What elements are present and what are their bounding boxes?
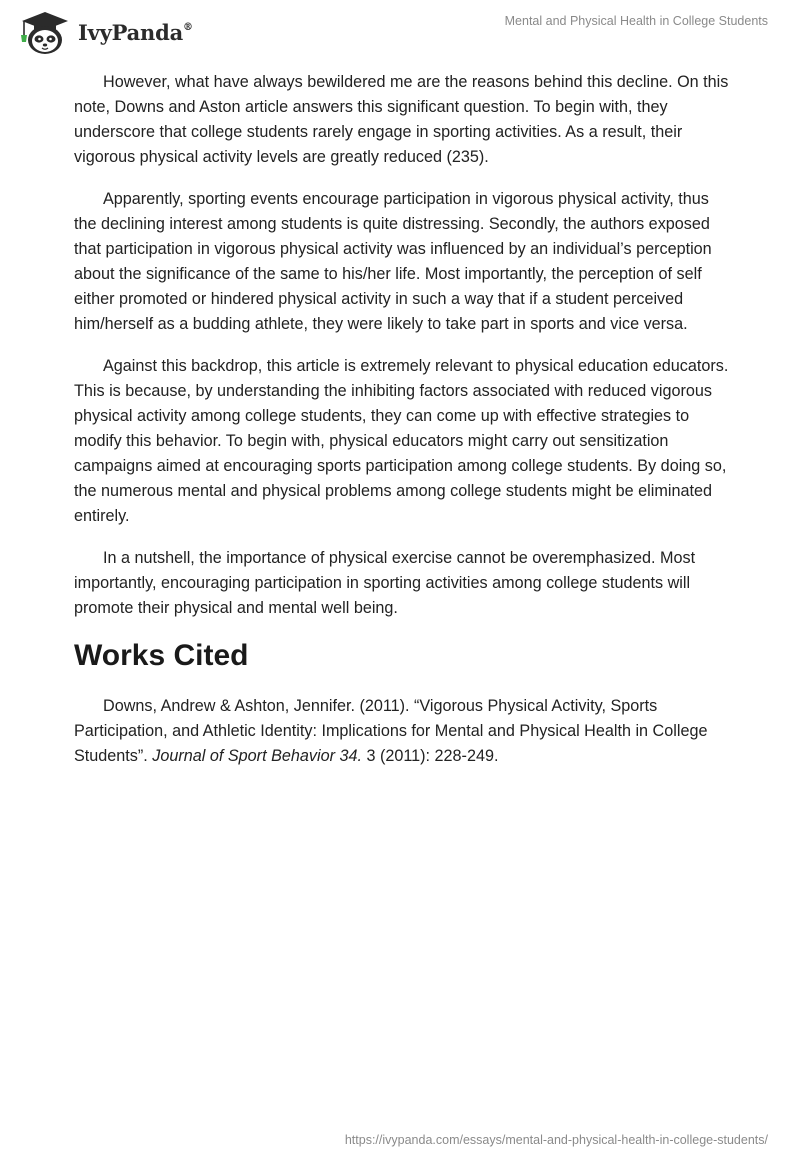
ivypanda-logo[interactable]	[14, 8, 194, 56]
source-url[interactable]: https://ivypanda.com/essays/mental-and-physical-health-in-college-students/	[344, 1133, 768, 1147]
body-paragraph-4: In a nutshell, the importance of physical exercise cannot be overemphasized. Most importantly, encouraging participation in sporting activities among college students will promote their physical and mental well being.	[74, 549, 696, 617]
body-paragraph-2: Apparently, sporting events encourage participation in vigorous physical activity, thus the declining interest among students is quite distressing. Secondly, the authors exposed that participation in vigorous physical activity was influenced by an individual’s perception about the significance of the same to his/her life. Most importantly, the perception of self either promoted or hindered physical activity in such a way that if a student perceived him/herself as a budding athlete, they were likely to take part in sports and vice versa.	[74, 190, 712, 333]
citation-authors-title: Downs, Andrew & Ashton, Jennifer. (2011). “Vigorous Physical Activity, Sports Participation, and Athletic Identity: Implications for Mental and Physical Health in College Students”.	[74, 697, 708, 765]
document-title: Mental and Physical Health in College Students	[504, 14, 768, 28]
panda-graduate-icon	[14, 8, 76, 56]
logo-wordmark: IvyPanda®	[78, 19, 193, 45]
citation-issue-pages: 3 (2011): 228-249.	[361, 747, 499, 765]
registered-mark: ®	[183, 21, 193, 33]
essay-content	[74, 70, 734, 769]
body-paragraph-1: However, what have always bewildered me are the reasons behind this decline. On this note, Downs and Aston article answers this significant question. To begin with, they underscore that college students rarely engage in sporting activities. As a result, their vigorous physical activity levels are greatly reduced (235).	[74, 73, 729, 166]
body-paragraph-3: Against this backdrop, this article is extremely relevant to physical education educators. This is because, by understanding the inhibiting factors associated with reduced vigorous physical activity among college students, they can come up with effective strategies to modify this behavior. To begin with, physical educators might carry out sensitization campaigns aimed at encouraging sports participation among college students. By doing so, the numerous mental and physical problems among college students might be eliminated entirely.	[74, 357, 729, 525]
page-header	[0, 0, 800, 60]
works-cited-entry	[74, 694, 734, 769]
works-cited-heading: Works Cited	[74, 639, 249, 672]
citation-journal: Journal of Sport Behavior 34.	[152, 747, 362, 765]
